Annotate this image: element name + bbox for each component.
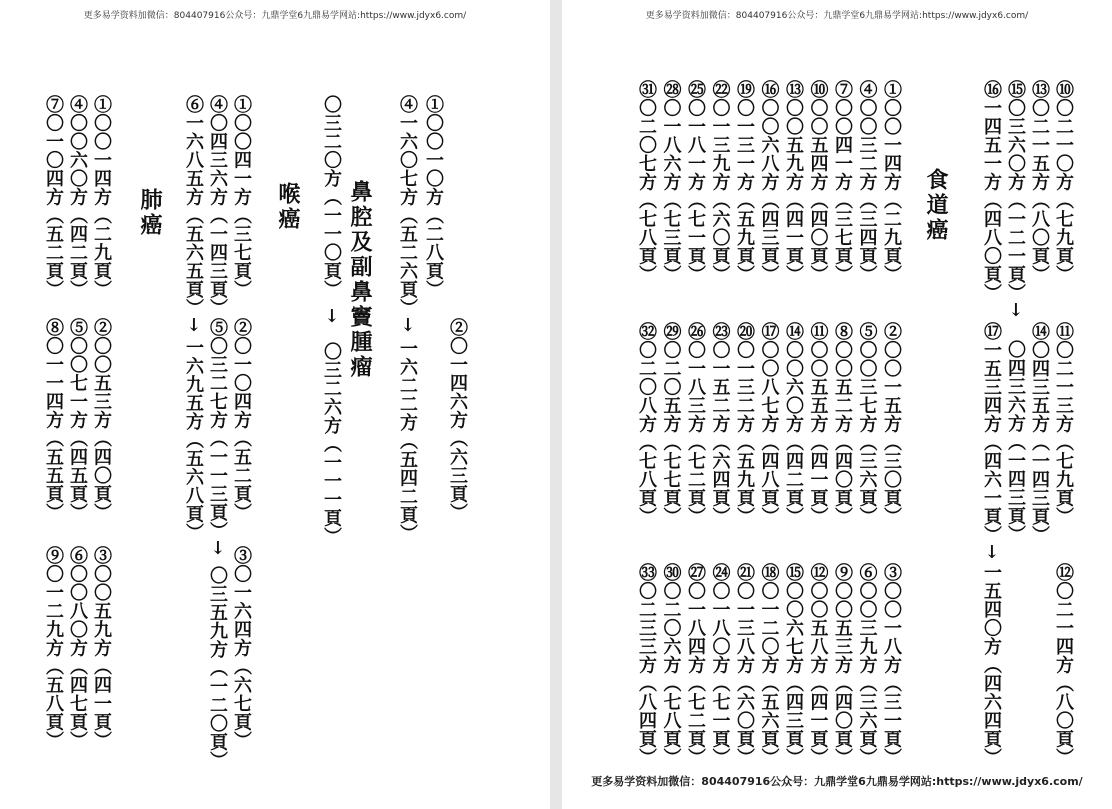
esophagus-pre-line-1-bot: ⑫〇二一四方（八〇頁） <box>1053 563 1074 767</box>
esophagus-line-2-top: ④〇〇三二方（三四頁） <box>856 80 878 284</box>
lung-line-3-bot: ⑨〇一二九方（五八頁） <box>43 546 64 750</box>
esophagus-line-3-bot: ⑨〇〇五三方（四〇頁） <box>832 563 853 767</box>
esophagus-line-8-mid: ㉓〇一五二方（六四頁） <box>709 322 731 526</box>
throat-line-3-mid: 一六九五方（五六八頁） <box>183 338 204 542</box>
esophagus-line-6-bot: ⑱〇一二〇方（五六頁） <box>758 563 780 767</box>
lung-line-1-mid: ②〇〇五三方（四〇頁） <box>91 318 112 522</box>
esophagus-line-11-top: ㉛〇二〇七方（七八頁） <box>636 80 657 284</box>
esophagus-pre-line-4-bot: 一五四〇方（四六四頁） <box>981 563 1002 767</box>
esophagus-line-10-top: ㉘〇一八六方（七三頁） <box>660 80 682 284</box>
esophagus-line-9-top: ㉕〇一八一方（七一頁） <box>685 80 706 284</box>
lung-line-3-top: ⑦〇一〇四方（五二頁） <box>43 95 64 299</box>
throat-line-2-top: ④〇四三六方（一四三頁） <box>207 95 228 317</box>
esophagus-line-10-bot: ㉚〇二〇六方（七八頁） <box>660 563 682 767</box>
esophagus-line-2-bot: ⑥〇〇三九方（三六頁） <box>856 563 878 767</box>
esophagus-line-5-mid: ⑭〇〇六〇方（四二頁） <box>783 322 804 526</box>
nasal-line-2: ④一六〇七方（五二六頁）→ 一六二二方（五四二頁） <box>397 95 418 543</box>
throat-line-1-top: ①〇〇四一方（三七頁） <box>231 95 252 299</box>
section-title-nasal: 鼻腔及副鼻竇腫瘤 <box>347 180 372 380</box>
lung-line-3-mid: ⑧〇一一四方（五五頁） <box>43 318 64 522</box>
book-gutter <box>550 0 562 809</box>
esophagus-pre-line-1-mid: ⑪〇二一三方（七九頁） <box>1053 322 1074 526</box>
throat-line-2-mid: ⑤〇三二七方（一一三頁）→ <box>207 318 228 556</box>
esophagus-pre-line-3-mid: 〇四三六方（一四三頁） <box>1005 340 1026 544</box>
esophagus-line-5-top: ⑬〇〇五九方（四一頁） <box>783 80 804 284</box>
throat-line-1-mid: ②〇一〇四方（五二頁） <box>231 318 252 522</box>
esophagus-line-6-top: ⑯〇〇六八方（四三頁） <box>758 80 780 284</box>
throat-line-1-bot: ③〇一六四方（六七頁） <box>231 546 252 750</box>
esophagus-line-11-mid: ㉜〇二〇八方（七八頁） <box>636 322 657 526</box>
esophagus-line-1-mid: ②〇〇一五方（三〇頁） <box>881 322 902 526</box>
esophagus-pre-line-3-top: ⑮〇三六〇方（一二一頁）→ <box>1005 80 1026 318</box>
esophagus-line-2-mid: ⑤〇〇三七方（三六頁） <box>856 322 878 526</box>
nasal-line-3: 〇三二〇方（一一〇頁） → 〇三二六方（一一一頁） <box>321 95 342 546</box>
left-page-header: 更多易学资料加微信：804407916公众号：九鼎学堂6九鼎易学网站:https://www.jdyx6.com/ <box>83 11 467 21</box>
nasal-line-1-top: ①〇〇一〇方（二八頁） <box>423 95 444 299</box>
esophagus-line-8-bot: ㉔〇一八〇方（七一頁） <box>709 563 731 767</box>
throat-line-3-top: ⑥一六八五方（五六五頁）→ <box>183 95 204 333</box>
esophagus-line-1-top: ①〇〇一四方（二九頁） <box>881 80 902 284</box>
esophagus-pre-line-2-top: ⑬〇二一五方（八〇頁） <box>1029 80 1050 284</box>
lung-line-2-mid: ⑤〇〇七一方（四五頁） <box>67 318 88 522</box>
esophagus-line-9-mid: ㉖〇一八三方（七二頁） <box>685 322 706 526</box>
esophagus-pre-line-4-mid: ⑰一五三四方（四六一頁）→ <box>981 322 1002 560</box>
esophagus-pre-line-1-top: ⑩〇二一〇方（七九頁） <box>1053 80 1074 284</box>
esophagus-line-4-bot: ⑫〇〇五八方（四一頁） <box>807 563 829 767</box>
esophagus-line-3-top: ⑦〇〇四一方（三七頁） <box>832 80 853 284</box>
esophagus-line-11-bot: ㉝〇二三三方（八四頁） <box>636 563 657 767</box>
section-title-esophagus: 食道癌 <box>923 168 948 243</box>
esophagus-line-10-mid: ㉙〇二〇五方（七七頁） <box>660 322 682 526</box>
esophagus-line-5-bot: ⑮〇〇六七方（四三頁） <box>783 563 804 767</box>
esophagus-line-4-mid: ⑪〇〇五五方（四一頁） <box>807 322 829 526</box>
esophagus-pre-line-4-top: ⑯一四五一方（四八〇頁） <box>981 80 1002 302</box>
lung-line-1-top: ①〇〇一四方（二九頁） <box>91 95 112 299</box>
esophagus-line-9-bot: ㉗〇一八四方（七二頁） <box>685 563 706 767</box>
esophagus-line-7-top: ⑲〇一三一方（五九頁） <box>734 80 755 284</box>
esophagus-line-6-mid: ⑰〇〇八七方（四八頁） <box>758 322 780 526</box>
esophagus-line-1-bot: ③〇〇一八方（三一頁） <box>881 563 902 767</box>
esophagus-line-7-mid: ⑳〇一三二方（五九頁） <box>734 322 755 526</box>
right-page <box>562 0 1112 809</box>
esophagus-pre-line-2-mid: ⑭〇四三五方（一四三頁） <box>1029 322 1050 544</box>
throat-line-2-bot: 〇三五九方（一二〇頁） <box>207 566 228 770</box>
right-page-footer: 更多易学资料加微信：804407916公众号：九鼎学堂6九鼎易学网站:https://www.jdyx6.com/ <box>591 775 1083 788</box>
lung-line-2-top: ④〇〇六〇方（四二頁） <box>67 95 88 299</box>
esophagus-line-4-top: ⑩〇〇五四方（四〇頁） <box>807 80 829 284</box>
esophagus-line-8-top: ㉒〇一三九方（六〇頁） <box>709 80 731 284</box>
esophagus-line-3-mid: ⑧〇〇五二方（四〇頁） <box>832 322 853 526</box>
esophagus-line-7-bot: ㉑〇一三八方（六〇頁） <box>734 563 755 767</box>
nasal-line-1-mid: ②〇一四六方（六三頁） <box>447 318 468 522</box>
lung-line-2-bot: ⑥〇〇八〇方（四七頁） <box>67 546 88 750</box>
lung-line-1-bot: ③〇〇五九方（四一頁） <box>91 546 112 750</box>
right-page-header: 更多易学资料加微信：804407916公众号：九鼎学堂6九鼎易学网站:https://www.jdyx6.com/ <box>645 11 1029 21</box>
section-title-lung: 肺癌 <box>137 188 162 238</box>
section-title-throat: 喉癌 <box>275 182 300 232</box>
left-page <box>0 0 550 809</box>
